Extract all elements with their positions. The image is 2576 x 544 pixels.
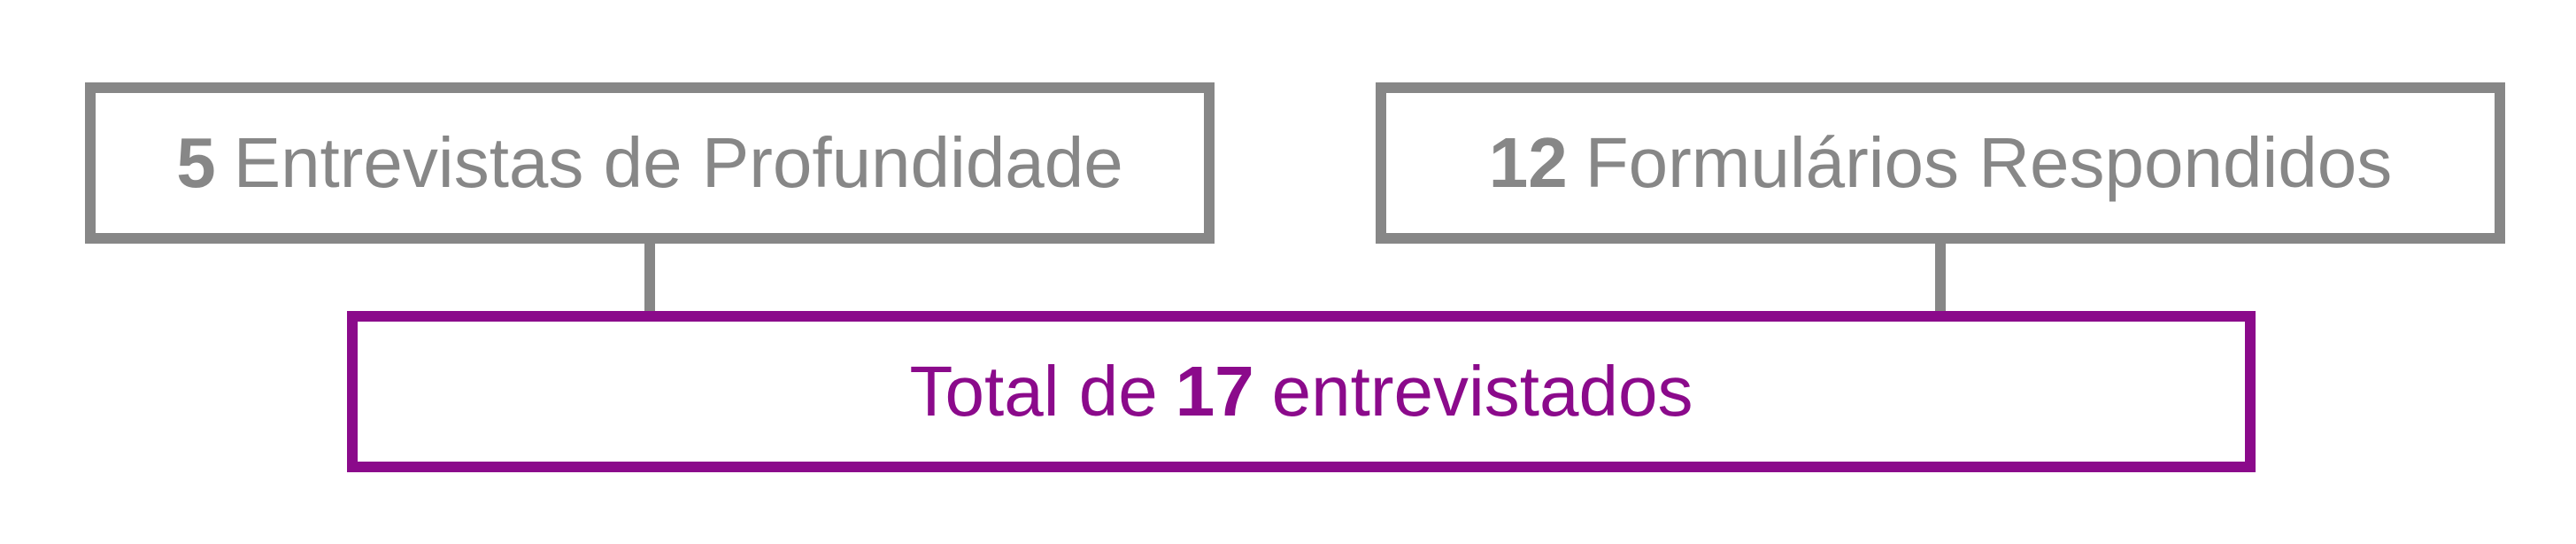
connector-left-line xyxy=(644,242,655,315)
interviews-count: 5 xyxy=(176,123,216,202)
forms-count: 12 xyxy=(1488,123,1568,202)
forms-box xyxy=(1376,82,2505,244)
total-prefix: Total de xyxy=(909,352,1158,431)
forms-label: Formulários Respondidos xyxy=(1585,123,2393,202)
interviews-label: Entrevistas de Profundidade xyxy=(233,123,1123,202)
total-box xyxy=(347,311,2256,472)
total-suffix: entrevistados xyxy=(1271,352,1693,431)
interviews-box xyxy=(85,82,1215,244)
total-count: 17 xyxy=(1175,352,1254,431)
connector-right-line xyxy=(1935,242,1946,315)
